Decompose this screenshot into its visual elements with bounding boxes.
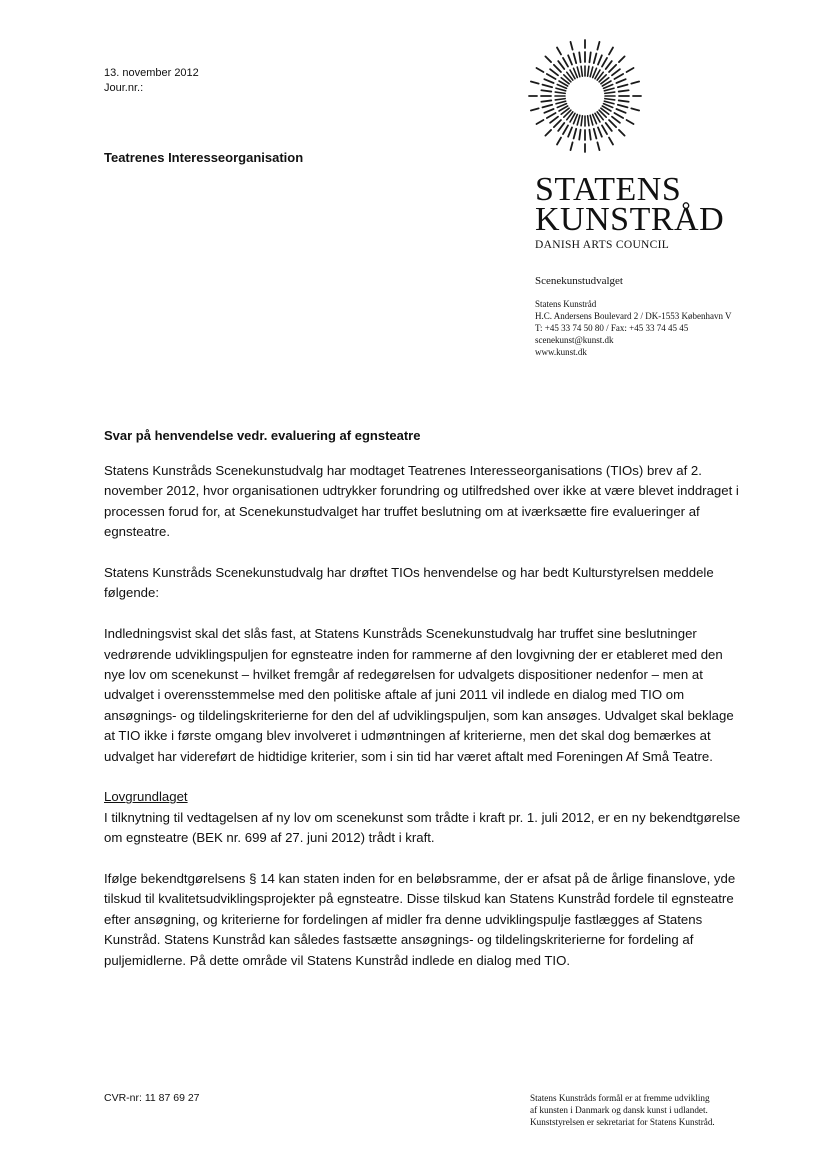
sunburst-ray <box>631 82 639 84</box>
journal-number: Jour.nr.: <box>104 82 144 94</box>
sunburst-ray <box>574 54 577 64</box>
address-line: Statens Kunstråd <box>535 299 597 309</box>
sunburst-ray <box>537 68 544 72</box>
letter-subject: Svar på henvendelse vedr. evaluering af egnsteatre <box>104 428 421 443</box>
sunburst-ray <box>616 109 625 113</box>
brand-line-3: DANISH ARTS COUNCIL <box>535 239 670 251</box>
sunburst-ray <box>612 69 620 75</box>
section-lovgrundlaget <box>104 787 744 848</box>
sunburst-ray <box>568 55 572 64</box>
sunburst-ray <box>579 130 580 140</box>
sunburst-ray <box>545 56 551 62</box>
recipient-name: Teatrenes Interesseorganisation <box>104 150 304 165</box>
sunburst-ray <box>609 120 616 127</box>
department-name: Scenekunstudvalget <box>535 275 623 287</box>
sunburst-ray <box>619 56 625 62</box>
sunburst-ray <box>550 117 558 123</box>
sunburst-ray <box>594 54 597 64</box>
sunburst-ray <box>547 74 556 79</box>
letter-date: 13. november 2012 <box>104 67 199 79</box>
tagline-line: Statens Kunstråds formål er at fremme udvikling <box>530 1093 710 1103</box>
sunburst-ray <box>554 65 561 72</box>
letter-body <box>104 461 744 991</box>
sunburst-ray <box>605 99 615 100</box>
sunburst-ray <box>594 129 597 139</box>
sunburst-ray <box>544 79 553 83</box>
cvr-number: CVR-nr: 11 87 69 27 <box>104 1092 200 1104</box>
sunburst-ray <box>609 138 613 145</box>
sunburst-ray <box>543 105 553 108</box>
sunburst-ray <box>558 61 564 69</box>
body-paragraph: Statens Kunstråds Scenekunstudvalg har drøftet TIOs henvendelse og har bedt Kulturstyrelsen meddele følgende: <box>104 565 714 601</box>
sunburst-ray <box>619 90 629 91</box>
sunburst-ray <box>588 116 589 126</box>
sunburst-ray <box>579 52 580 62</box>
sunburst-ray <box>557 138 561 145</box>
sunburst-ray <box>568 127 572 136</box>
address-line: H.C. Andersens Boulevard 2 / DK-1553 København V <box>535 311 732 321</box>
sunburst-ray <box>563 125 568 134</box>
brand-line-2: KUNSTRÅD <box>535 201 725 238</box>
sunburst-ray <box>604 101 614 104</box>
sunburst-ray <box>541 90 551 91</box>
sunburst-ray <box>556 101 566 104</box>
section-heading: Lovgrundlaget <box>104 789 188 805</box>
sunburst-ray <box>606 61 612 69</box>
sunburst-ray <box>563 58 568 67</box>
letter-meta <box>104 66 199 96</box>
sunburst-ray <box>545 130 551 136</box>
sunburst-ray <box>571 142 573 150</box>
sunburst-ray <box>614 113 623 118</box>
sunburst-ray <box>602 58 607 67</box>
tagline-line: af kunsten i Danmark og dansk kunst i udlandet. <box>530 1105 708 1115</box>
sunburst-ray <box>556 88 566 91</box>
sunburst-ray <box>555 92 565 93</box>
sunburst-ray <box>605 92 615 93</box>
sunburst-ray <box>616 79 625 83</box>
sunburst-ray <box>597 42 599 50</box>
sunburst-ray <box>558 123 564 131</box>
address-block <box>535 298 732 358</box>
sunburst-ray <box>627 68 634 72</box>
footer-tagline <box>530 1092 715 1128</box>
sunburst-ray <box>544 109 553 113</box>
sunburst-ray <box>618 105 628 108</box>
sunburst-ray <box>618 85 628 88</box>
sunburst-ray <box>577 115 580 125</box>
sunburst-ray <box>590 115 593 125</box>
sunburst-ray <box>597 142 599 150</box>
sunburst-ray <box>531 82 539 84</box>
brand-line-1: STATENS <box>535 171 682 208</box>
sunburst-ray <box>627 120 634 124</box>
sunburst-ray <box>574 129 577 139</box>
website-link[interactable]: www.kunst.dk <box>535 347 587 357</box>
brand-block <box>535 171 725 253</box>
sunburst-ray <box>588 66 589 76</box>
sunburst-ray <box>598 55 602 64</box>
sunburst-ray <box>590 67 593 77</box>
sunburst-icon <box>520 38 650 154</box>
sunburst-ray <box>547 113 556 118</box>
body-paragraph: Statens Kunstråds Scenekunstudvalg har modtaget Teatrenes Interesseorganisations (TIOs) brev af 2. november 2012, hvor organisationen udtrykker forundring og utilfredshed over ikke at være blevet inddraget i processen forud for, at Scenekunstudvalget har truffet beslutning om at iværksætte fire evalueringer af egnsteatre. <box>104 463 739 540</box>
sunburst-ray <box>589 130 590 140</box>
sunburst-ray <box>619 130 625 136</box>
sunburst-ray <box>555 99 565 100</box>
sunburst-ray <box>571 42 573 50</box>
email-link[interactable]: scenekunst@kunst.dk <box>535 335 614 345</box>
section-text: I tilknytning til vedtagelsen af ny lov om scenekunst som trådte i kraft pr. 1. juli 2012, er en ny bekendtgørelse om egnsteatre (BEK nr. 699 af 27. juni 2012) trådt i kraft. <box>104 809 741 846</box>
sunburst-ray <box>614 74 623 79</box>
sunburst-ray <box>581 66 582 76</box>
sunburst-ray <box>612 117 620 123</box>
sunburst-ray <box>598 127 602 136</box>
sunburst-ray <box>609 65 616 72</box>
sunburst-ray <box>606 123 612 131</box>
sunburst-ray <box>589 52 590 62</box>
sunburst-ray <box>602 125 607 134</box>
sunburst-ray <box>619 100 629 101</box>
sunburst-ray <box>531 108 539 110</box>
sunburst-ray <box>543 85 553 88</box>
body-paragraph: Indledningsvist skal det slås fast, at Statens Kunstråds Scenekunstudvalg har truffet sine beslutninger vedrørende udviklingspuljen for egnsteatre inden for rammerne af den lovgivning der er etableret med den nye lov om scenekunst – hvilket fremgår af redegørelsen for udvalgets dispositioner nedenfor – men at udvalget i overensstemmelse med den politiske aftale af juni 2011 vil indlede en dialog med TIO om ansøgnings- og tildelingskriterierne for den del af udviklingspuljen, som kan ansøges. Udvalget skal beklage at TIO ikke i første omgang blev involveret i udmøntningen af kriterierne, men det skal dog bemærkes at udvalget har videreført de hidtidige kriterier, som i sin tid har været aftalt med Foreningen Af Små Teatre. <box>104 626 734 764</box>
tagline-line: Kunststyrelsen er sekretariat for Statens Kunstråd. <box>530 1117 715 1127</box>
sunburst-ray <box>581 116 582 126</box>
sunburst-ray <box>577 67 580 77</box>
sunburst-ray <box>631 108 639 110</box>
sunburst-ray <box>557 48 561 55</box>
sunburst-ray <box>541 100 551 101</box>
sunburst-ray <box>537 120 544 124</box>
sunburst-ray <box>550 69 558 75</box>
sunburst-ray <box>609 48 613 55</box>
address-line: T: +45 33 74 50 80 / Fax: +45 33 74 45 45 <box>535 323 689 333</box>
sunburst-ray <box>554 120 561 127</box>
sunburst-ray <box>604 88 614 91</box>
body-paragraph: Ifølge bekendtgørelsens § 14 kan staten inden for en beløbsramme, der er afsat på de årlige finanslove, yde tilskud til kvalitetsudviklingsprojekter på egnsteatre. Disse tilskud kan Statens Kunstråd fordele til egnsteatre efter ansøgning, og kriterierne for fordelingen af midler fra denne udviklingspulje fastlægges af Statens Kunstråd. Statens Kunstråd kan således fastsætte ansøgnings- og tildelingskriterierne for fordeling af puljemidlerne. På dette område vil Statens Kunstråd indlede en dialog med TIO. <box>104 871 736 968</box>
